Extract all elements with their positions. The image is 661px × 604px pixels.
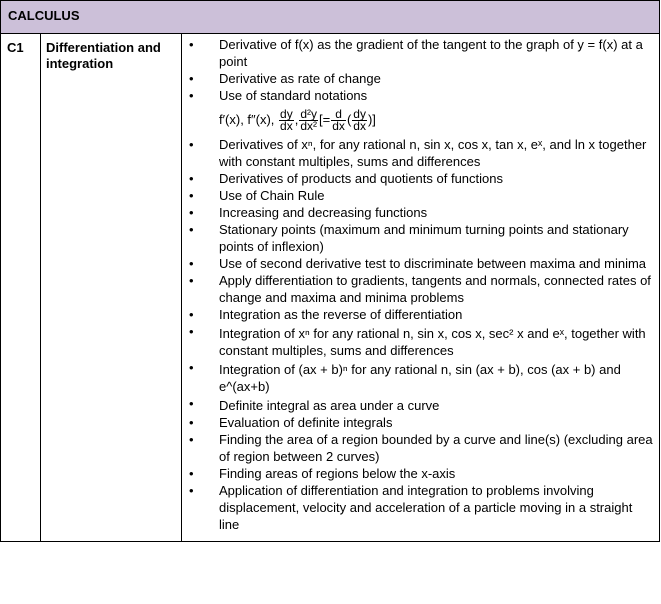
section-header-row [1,1,660,34]
bullet-icon: • [189,71,194,86]
bullet-icon: • [189,205,194,220]
bullet-icon: • [189,137,194,152]
section-title: CALCULUS [8,8,80,23]
topic-title: Differentiation and integration [41,34,182,542]
list-item: • Application of differentiation and integration to problems involving displacement, velocity and acceleration of a particle moving in a straight line [189,483,633,532]
bullet-icon: • [189,396,194,411]
list-item: • Integration of xⁿ for any rational n, sin x, cos x, sec² x and eˣ, together with constant multiples, sums and differences [189,324,646,358]
list-item: • Use of standard notations f′(x), f″(x), $\frac{dy}{dx}$ , $\frac{\text{d²y}}{\text{dx²}}$ [= $\frac{d}{dx}$ ( $\frac{dy}{dx}$ )] [182,87,655,136]
list-item: • Definite integral as area under a curve [189,396,440,413]
bullet-icon: • [189,360,194,375]
list-item: • Apply differentiation to gradients, tangents and normals, connected rates of change and maxima and minima problems [189,273,651,305]
list-item: • Derivatives of xⁿ, for any rational n, sin x, cos x, tan x, eˣ, and ln x together with constant multiples, sums and differences [189,137,647,169]
list-item: • Use of second derivative test to discriminate between maxima and minima [189,256,647,271]
bullet-icon: • [189,483,194,498]
learning-points-cell [182,34,660,542]
bullet-icon: • [189,37,194,52]
bullet-icon: • [189,432,194,447]
bullet-icon: • [189,88,194,103]
list-item: • Derivative of f(x) as the gradient of the tangent to the graph of y = f(x) at a point [189,37,643,69]
list-item: • Stationary points (maximum and minimum turning points and stationary points of inflexion) [189,222,629,254]
list-item: • Finding the area of a region bounded by a curve and line(s) (excluding area of region between 2 curves) [189,432,653,464]
bullet-icon: • [189,324,194,339]
topic-row [1,34,660,542]
list-item: • Increasing and decreasing functions [189,205,428,220]
learning-points-list [182,36,655,533]
fraction-dy-dx-inner: $\frac{dy}{dx}$ [353,107,366,133]
notation-formula: f′(x), f″(x), $\frac{dy}{dx}$ , $\frac{\text{d²y}}{\text{dx²}}$ [= $\frac{d}{dx}$ ( $\frac{dy}{dx}$ )] [219,107,376,133]
bullet-icon: • [189,222,194,237]
bullet-icon: • [189,466,194,481]
list-item: • Integration of (ax + b)ⁿ for any rational n, sin (ax + b), cos (ax + b) and e^(ax+b) [189,360,621,394]
topic-code: C1 [1,34,41,542]
list-item: • Derivatives of products and quotients of functions [189,171,503,186]
bullet-icon: • [189,415,194,430]
bullet-icon: • [189,188,194,203]
bullet-icon: • [189,256,194,271]
bullet-icon: • [189,171,194,186]
fraction-d2y-dx2: $\frac{\text{d²y}}{\text{dx²}}$ [300,107,318,133]
bullet-icon: • [189,273,194,288]
bullet-icon: • [189,307,194,322]
list-item: • Use of Chain Rule [189,188,325,203]
fraction-d-dx: $\frac{d}{dx}$ [332,107,345,133]
list-item: • Derivative as rate of change [189,71,381,86]
fraction-dy-dx: $\frac{dy}{dx}$ [280,107,293,133]
section-header-cell [1,1,660,34]
list-item: • Evaluation of definite integrals [189,415,393,430]
list-item: • Finding areas of regions below the x-axis [189,466,456,481]
list-item: • Integration as the reverse of differentiation [189,307,463,322]
